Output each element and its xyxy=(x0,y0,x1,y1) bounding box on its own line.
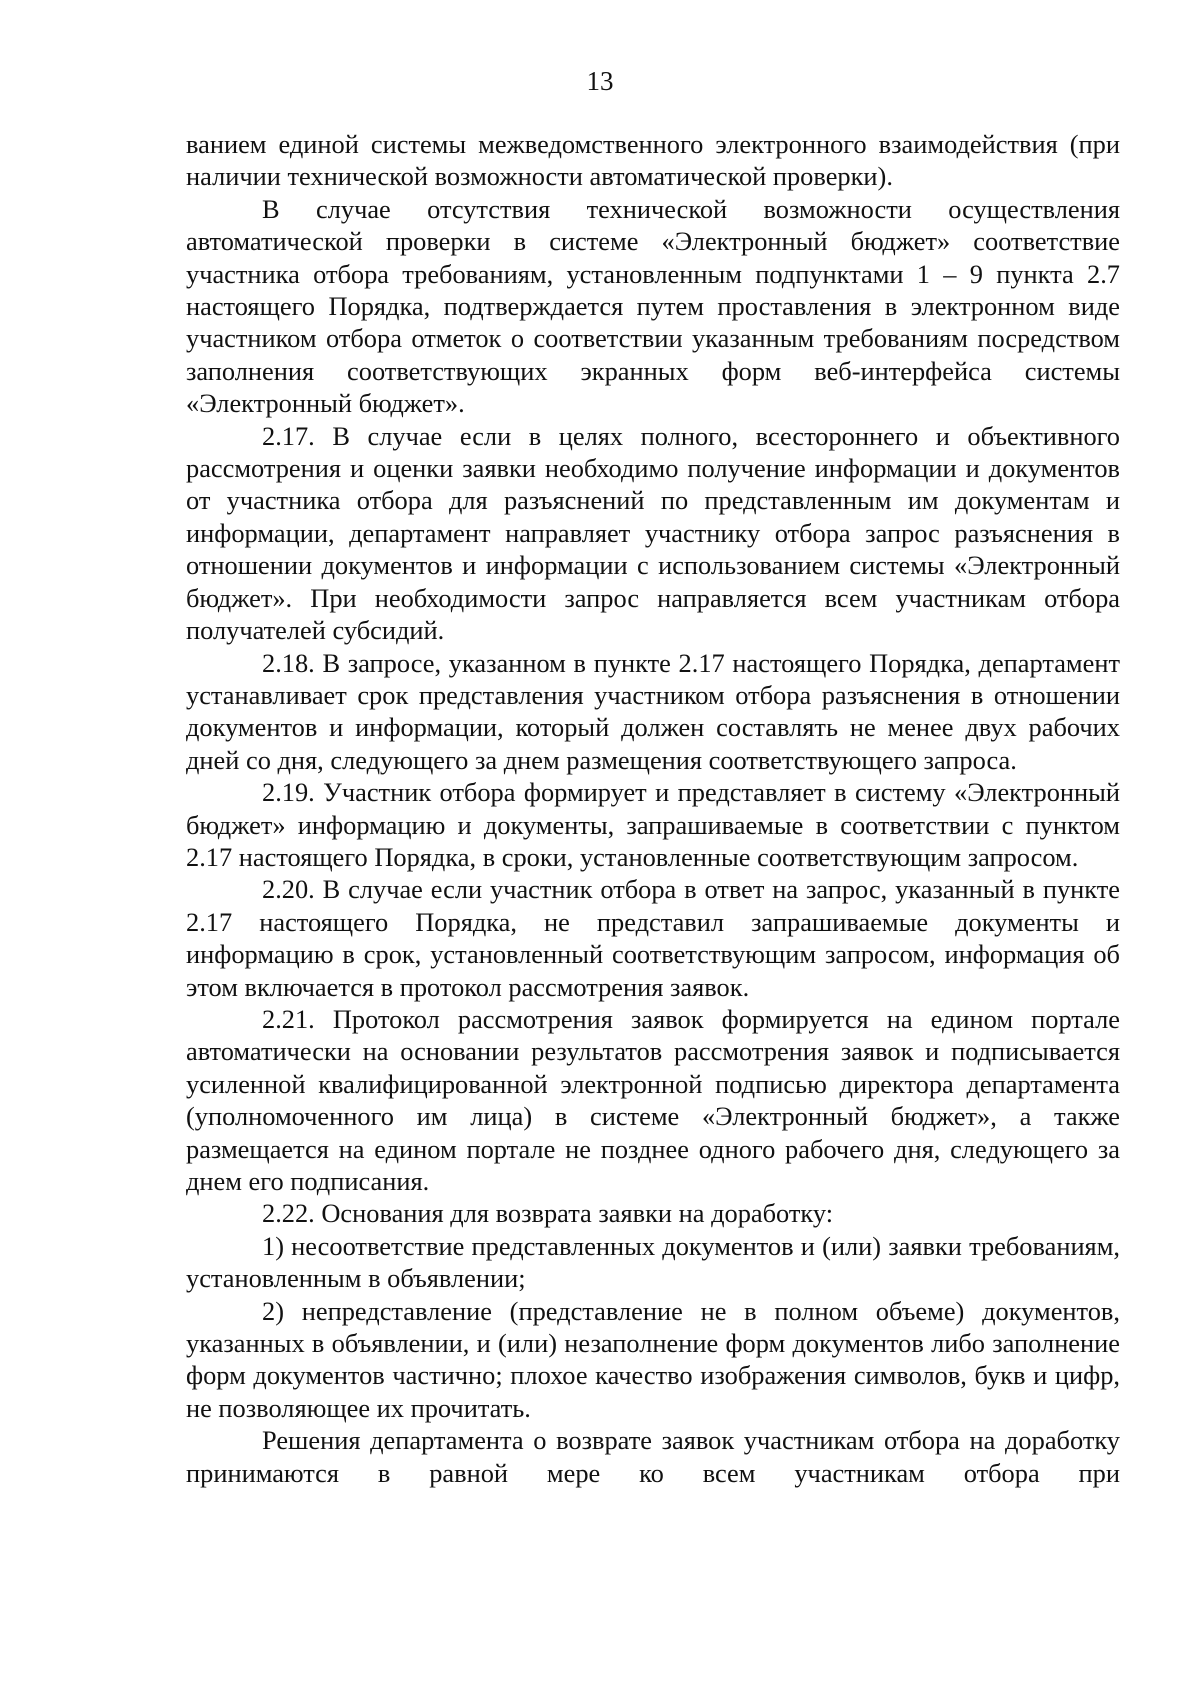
document-body xyxy=(186,128,1120,1489)
paragraph-2-20: 2.20. В случае если участник отбора в ответ на запрос, указанный в пункте 2.17 настоящего Порядка, не представил запрашиваемые документы и информацию в срок, установленный соответствующим запросом, информация об этом включается в протокол рассмотрения заявок. xyxy=(186,874,1120,1002)
paragraph-return-decisions: Решения департамента о возврате заявок участникам отбора на доработку принимаются в равной мере ко всем участникам отбора при xyxy=(186,1425,1120,1488)
list-item-1: 1) несоответствие представленных документов и (или) заявки требованиям, установленным в объявлении; xyxy=(186,1230,1120,1294)
list-item-2: 2) непредставление (представление не в полном объеме) документов, указанных в объявлении, и (или) незаполнение форм документов либо заполнение форм документов частично; плохое качество изображения символов, букв и цифр, не позволяющее их прочитать. xyxy=(186,1295,1120,1423)
paragraph-2-17: 2.17. В случае если в целях полного, всестороннего и объективного рассмотрения и оценки заявки необходимо получение информации и документов от участника отбора для разъяснений по представленным им документам и информации, департамент направляет участнику отбора запрос разъяснения в отношении документов и информации с использованием системы «Электронный бюджет». При необходимости запрос направляется всем участникам отбора получателей субсидий. xyxy=(186,420,1120,646)
paragraph-continuation: ванием единой системы межведомственного электронного взаимодействия (при наличии технической возможности автоматической проверки). xyxy=(186,129,1120,192)
paragraph-verification-fallback: В случае отсутствия технической возможности осуществления автоматической проверки в системе «Электронный бюджет» соответствие участника отбора требованиям, установленным подпунктами 1 – 9 пункта 2.7 настоящего Порядка, подтверждается путем проставления в электронном виде участником отбора отметок о соответствии указанным требованиям посредством заполнения соответствующих экранных форм веб-интерфейса системы «Электронный бюджет». xyxy=(186,193,1120,419)
paragraph-2-18: 2.18. В запросе, указанном в пункте 2.17 настоящего Порядка, департамент устанавливает срок представления участником отбора разъяснения в отношении документов и информации, который должен составлять не менее двух рабочих дней со дня, следующего за днем размещения соответствующего запроса. xyxy=(186,647,1120,775)
paragraph-2-21: 2.21. Протокол рассмотрения заявок формируется на едином портале автоматически на основании результатов рассмотрения заявок и подписывается усиленной квалифицированной электронной подписью директора департамента (уполномоченного им лица) в системе «Электронный бюджет», а также размещается на едином портале не позднее одного рабочего дня, следующего за днем его подписания. xyxy=(186,1003,1120,1196)
page-number: 13 xyxy=(586,66,614,96)
paragraph-2-19: 2.19. Участник отбора формирует и представляет в систему «Электронный бюджет» информацию и документы, запрашиваемые в соответствии с пунктом 2.17 настоящего Порядка, в сроки, установленные соответствующим запросом. xyxy=(186,777,1120,872)
paragraph-2-22: 2.22. Основания для возврата заявки на доработку: xyxy=(262,1198,834,1229)
